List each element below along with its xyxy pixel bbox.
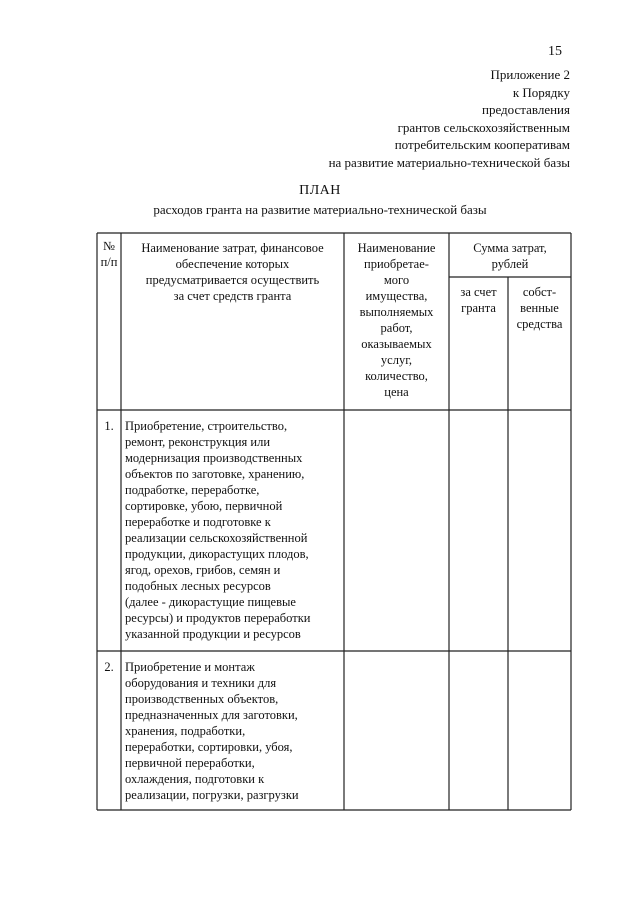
appendix-block — [329, 66, 570, 172]
row-2-line: переработки, сортировки, убоя, — [125, 740, 293, 754]
header-property-line: выполняемых — [359, 305, 434, 319]
plan-title: ПЛАН — [299, 183, 341, 198]
header-grant-line: за счет — [460, 285, 497, 299]
row-1-line: реализации сельскохозяйственной — [125, 531, 308, 545]
row-1-line: ремонт, реконструкция или — [125, 435, 271, 449]
row-1-line: объектов по заготовке, хранению, — [125, 467, 305, 481]
header-num-line: п/п — [100, 255, 118, 269]
header-num — [97, 238, 121, 270]
row-2-line: предназначенных для заготовки, — [125, 708, 298, 722]
row-1-line: подработке, переработке, — [125, 483, 260, 497]
row-2-line: реализации, погрузки, разгрузки — [125, 788, 299, 802]
row-2-line: Приобретение и монтаж — [125, 660, 255, 674]
header-cost-line: за счет средств гранта — [173, 289, 292, 303]
row-2-line: производственных объектов, — [125, 692, 279, 706]
header-property-line: приобретае- — [364, 257, 429, 271]
appendix-line: на развитие материально-технической базы — [328, 154, 570, 170]
header-cost-line: обеспечение которых — [175, 257, 290, 271]
row-1-cost-name — [125, 418, 343, 642]
header-sum-line: рублей — [491, 257, 529, 271]
row-2-num: 2. — [104, 660, 114, 674]
header-property-line: Наименование — [357, 241, 436, 255]
header-property-name — [344, 240, 449, 400]
row-1-line: ресурсы) и продуктов переработки — [125, 611, 311, 625]
header-num-line: № — [103, 239, 115, 253]
header-cost-line: предусматривается осуществить — [145, 273, 320, 287]
row-1-line: Приобретение, строительство, — [125, 419, 288, 433]
row-1-line: (далее - дикорастущие пищевые — [125, 595, 296, 609]
header-own-funds — [508, 284, 571, 332]
header-property-line: оказываемых — [361, 337, 432, 351]
header-property-line: цена — [384, 385, 409, 399]
row-2-line: охлаждения, подготовки к — [125, 772, 265, 786]
row-1-line: продукции, дикорастущих плодов, — [125, 547, 309, 561]
plan-subtitle: расходов гранта на развитие материально-технической базы — [153, 202, 487, 217]
row-1-line: модернизация производственных — [125, 451, 303, 465]
header-property-line: количество, — [365, 369, 428, 383]
header-own-line: венные — [520, 301, 559, 315]
header-sum — [449, 240, 571, 272]
row-2-line: хранения, подработки, — [125, 724, 246, 738]
row-1-num: 1. — [104, 419, 114, 433]
row-2-line: первичной переработки, — [125, 756, 255, 770]
appendix-line: предоставления — [482, 102, 570, 118]
header-own-line: собст- — [522, 285, 557, 299]
header-grant — [449, 284, 508, 316]
appendix-line: к Порядку — [512, 84, 570, 100]
header-sum-line: Сумма затрат, — [473, 241, 547, 255]
header-grant-line: гранта — [461, 301, 496, 315]
appendix-line: грантов сельскохозяйственным — [397, 119, 570, 135]
header-property-line: мого — [383, 273, 410, 287]
header-cost-name — [121, 240, 344, 304]
row-2-cost-name — [125, 659, 343, 803]
row-2-line: оборудования и техники для — [125, 676, 277, 690]
header-property-line: услуг, — [380, 353, 413, 367]
appendix-line: Приложение 2 — [490, 67, 570, 82]
header-property-line: работ, — [380, 321, 413, 335]
header-own-line: средства — [516, 317, 563, 331]
header-cost-line: Наименование затрат, финансовое — [141, 241, 324, 255]
row-1-line: ягод, орехов, грибов, семян и — [125, 563, 281, 577]
page-number: 15 — [548, 44, 562, 59]
row-1-line: сортировке, убою, первичной — [125, 499, 283, 513]
row-1-line: переработке и подготовке к — [125, 515, 271, 529]
row-1-line: указанной продукции и ресурсов — [125, 627, 301, 641]
appendix-line: потребительским кооперативам — [394, 137, 570, 153]
header-property-line: имущества, — [365, 289, 428, 303]
row-1-line: подобных лесных ресурсов — [125, 579, 271, 593]
